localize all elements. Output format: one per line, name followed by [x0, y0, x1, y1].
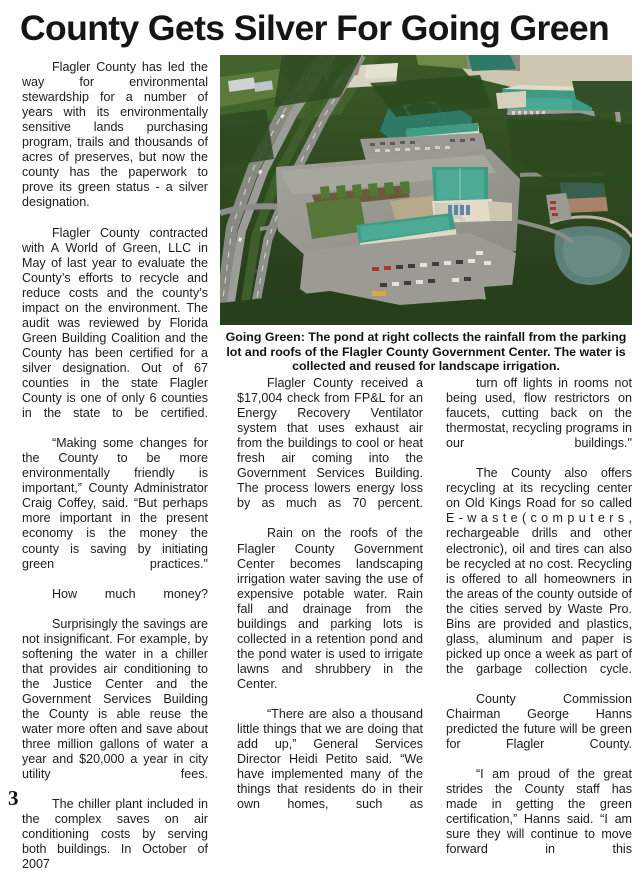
photo-caption: Going Green: The pond at right collects the rainfall from the parking lot and roofs of the Flagler County Government Center. The water is collected and reused for landscape irrigation. [225, 330, 627, 374]
paragraph: Rain on the roofs of the Flagler County Government Center becomes landscaping irrigation water saving the use of expensive potable water. Rain fall and drainage from the buildings and parking lots is collected in a retention pond and the pond water is used to irrigate lawns and shrubbery in the Center. [237, 526, 423, 691]
paragraph: How much money? [52, 586, 208, 601]
paragraph: Flagler County contracted with A World of Green, LLC in May of last year to evaluate the County’s efforts to recycle and reduce costs and the county’s impact on the environment. The audit was reviewed by Florida Green Building Coalition and the County has been certified for a silver designation. Out of 67 counties in the state Flagler County is one of only 6 counties in the state to be certified. [22, 225, 208, 421]
paragraph: “There are also a thousand little things that we are doing that add up,” General Services Director Heidi Petito said. “We have implemented many of the things that residents do in their own homes, such as [237, 707, 423, 812]
page-number: 3 [8, 786, 19, 810]
aerial-photo-flagler-county-government-center [220, 55, 632, 325]
paragraph: The chiller plant included in the complex saves on air conditioning costs by serving both buildings. In October of 2007 [22, 797, 208, 872]
paragraph: “Making some changes for the County to be more environmentally friendly is important,” County Administrator Craig Coffey, said. “But perhaps more important in the present economy is the money the county is saving by initiating green practices." [22, 436, 208, 571]
article-column-middle [237, 376, 423, 827]
paragraph: County Commission Chairman George Hanns predicted the future will be green for Flagler County. [446, 691, 632, 752]
paragraph: The County also offers recycling at its recycling center on Old Kings Road for so called E - w a s t e ( c o m p u t e r s , rechargeable drills and other electronic), oil and tires can also be recycled at no cost. Recycling is offered to all homeowners in the areas of the county outside of the cities served by Waste Pro. Bins are provided and plastics, glass, aluminum and paper is picked up once a week as part of the garbage collection cycle. [446, 466, 632, 676]
page-title: County Gets Silver For Going Green [20, 8, 610, 48]
article-column-right [446, 376, 632, 873]
article-column-left [22, 60, 208, 888]
paragraph: turn off lights in rooms not being used, flow restrictors on faucets, cutting back on the thermostat, recycling programs in our buildings." [446, 376, 632, 451]
paragraph: “I am proud of the great strides the County staff has made in getting the green certification,” Hanns said. “I am sure they will continue to move forward in this [446, 767, 632, 857]
paragraph: Flagler County has led the way for environmental stewardship for a number of years with its environmentally sensitive lands purchasing program, trails and thousands of acres of preserves, but now the county has the paperwork to prove its green status - a silver designation. [22, 60, 208, 210]
paragraph: Flagler County received a $17,004 check from FP&L for an Energy Recovery Ventilator system that uses exhaust air from the buildings to cool or heat fresh air coming into the Government Services Building. The process lowers energy loss by as much as 70 percent. [237, 376, 423, 511]
article-photo-block [220, 55, 632, 325]
paragraph: Surprisingly the savings are not insignificant. For example, by softening the water in a chiller that provides air conditioning to the Justice Center and the Government Services Building the County is able reuse the water more often and save about three million gallons of water a year and $20,000 a year in city utility fees. [22, 616, 208, 782]
